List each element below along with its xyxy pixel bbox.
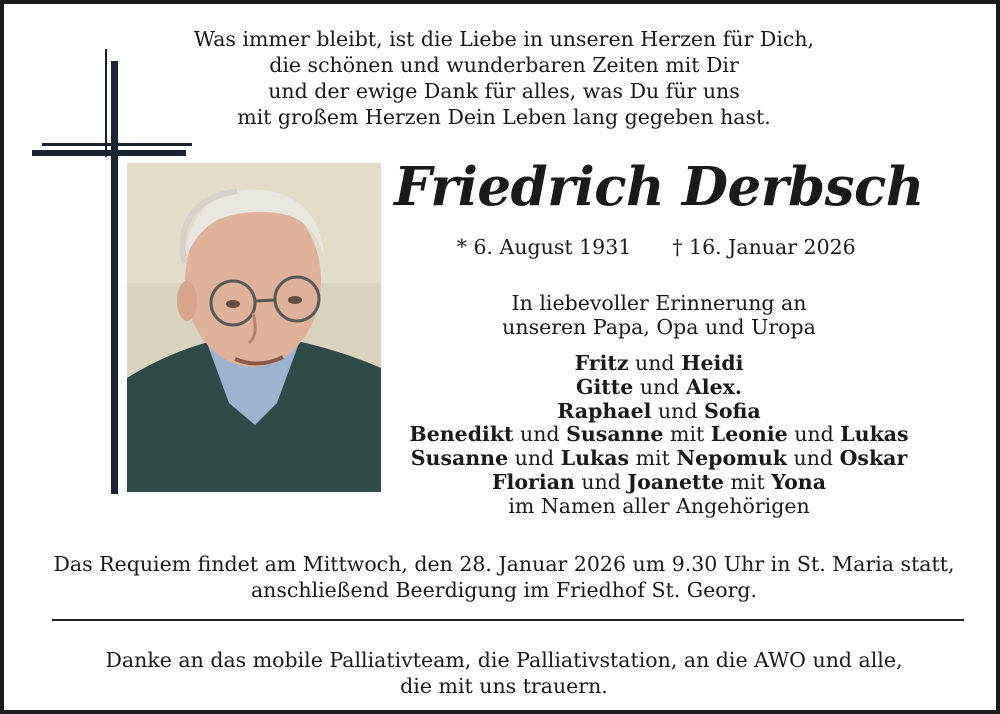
birth-date: * 6. August 1931 — [456, 235, 632, 259]
connector-text: mit — [730, 469, 765, 494]
memorial-verse — [144, 26, 864, 130]
thanks-line: Danke an das mobile Palliativteam, die Palliativstation, an die AWO und alle, — [105, 648, 903, 672]
thanks-note — [44, 647, 964, 699]
verse-line: und der ewige Dank für alles, was Du für uns — [268, 79, 740, 103]
connector-text: und — [635, 351, 675, 375]
connector-text: und — [639, 374, 680, 399]
cross-vertical-thick — [111, 61, 118, 494]
verse-line: mit großem Herzen Dein Leben lang gegeben hast. — [237, 105, 771, 129]
deceased-name: Friedrich Derbsch — [394, 156, 924, 218]
thanks-line: die mit uns trauern. — [400, 674, 608, 698]
cross-horizontal-thick — [32, 150, 186, 156]
mourner-name: Gitte — [576, 374, 634, 399]
verse-line: Was immer bleibt, ist die Liebe in unseren Herzen für Dich, — [193, 27, 815, 51]
cross-vertical-thin — [105, 49, 107, 157]
mourner-row — [384, 352, 934, 376]
mourner-name: Yona — [771, 469, 826, 494]
mourners-closing: im Namen aller Angehörigen — [508, 493, 810, 518]
mourner-row — [384, 423, 934, 447]
mourner-name: Susanne — [410, 446, 509, 471]
requiem-line: anschließend Beerdigung im Friedhof St. Georg. — [250, 578, 758, 602]
requiem-line: Das Requiem findet am Mittwoch, den 28. Januar 2026 um 9.30 Uhr in St. Maria statt, — [53, 552, 955, 576]
verse-line: die schönen und wunderbaren Zeiten mit Dir — [269, 53, 739, 77]
mourner-name: Susanne — [566, 422, 664, 447]
mourner-name: Fritz — [574, 351, 629, 375]
mourner-name: Joanette — [627, 469, 724, 494]
mourner-name: Heidi — [681, 351, 744, 375]
connector-text: und — [657, 398, 698, 423]
mourner-name: Leonie — [710, 422, 788, 447]
death-date: † 16. Januar 2026 — [672, 235, 856, 259]
connector-text: und — [520, 422, 560, 447]
mourner-name: Sofia — [704, 398, 761, 423]
connector-text: und — [794, 422, 834, 447]
mourner-row — [384, 376, 934, 400]
memory-line: unseren Papa, Opa und Uropa — [502, 315, 816, 339]
mourner-name: Nepomuk — [676, 446, 787, 471]
connector-text: und — [793, 446, 834, 471]
mourner-name: Raphael — [557, 398, 652, 423]
requiem-info — [44, 551, 964, 603]
connector-text: mit — [670, 422, 705, 447]
portrait-photo — [127, 163, 381, 492]
mourner-row — [384, 447, 934, 471]
mourner-name: Florian — [492, 469, 575, 494]
connector-text: und — [581, 469, 621, 494]
mourner-row — [384, 471, 934, 495]
mourner-name: Lukas — [840, 422, 909, 447]
mourner-row — [384, 400, 934, 424]
divider-line — [52, 619, 964, 621]
cross-horizontal-thin — [42, 143, 192, 146]
connector-text: und — [514, 446, 555, 471]
memory-text — [404, 291, 914, 339]
memory-line: In liebevoller Erinnerung an — [511, 291, 807, 315]
connector-text: mit — [635, 446, 670, 471]
mourners-list — [384, 352, 934, 519]
mourner-name: Alex. — [685, 374, 742, 399]
mourner-name: Lukas — [560, 446, 630, 471]
mourner-name: Oskar — [839, 446, 908, 471]
mourner-name: Benedikt — [409, 422, 514, 447]
